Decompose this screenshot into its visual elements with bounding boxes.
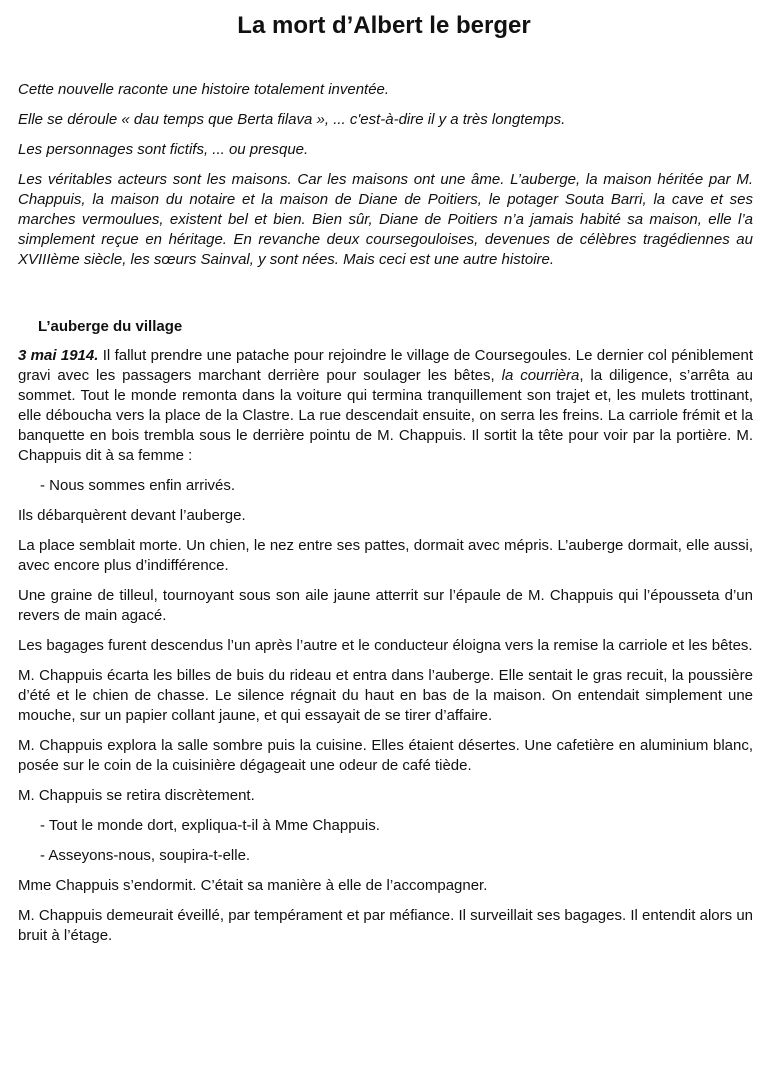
paragraph: Une graine de tilleul, tournoyant sous son aile jaune atterrit sur l’épaule de M. Chappuis qui l’épousseta d’un revers de main agacé. bbox=[18, 587, 753, 624]
paragraph-text: Il fallut prendre une patache pour rejoindre le village de Coursegoules. Le dernier col péniblement gravi avec les passagers marchant derrière pour soulager les bêtes, bbox=[18, 347, 754, 384]
dialog-line: - Nous sommes enfin arrivés. bbox=[40, 477, 236, 494]
paragraph: Mme Chappuis s’endormit. C’était sa manière à elle de l’accompagner. bbox=[18, 877, 488, 894]
paragraph: Les bagages furent descendus l’un après l’autre et le conducteur éloigna vers la remise la carriole et les bêtes. bbox=[18, 637, 753, 654]
paragraph: La place semblait morte. Un chien, le nez entre ses pattes, dormait avec mépris. L’auberge dormait, elle aussi, avec encore plus d’indifférence. bbox=[18, 537, 753, 574]
italic-term: la courrièra bbox=[501, 367, 580, 384]
paragraph: M. Chappuis se retira discrètement. bbox=[18, 787, 255, 804]
paragraph: Ils débarquèrent devant l’auberge. bbox=[18, 507, 246, 524]
paragraph: M. Chappuis demeurait éveillé, par tempérament et par méfiance. Il surveillait ses bagages. Il entendit alors un bruit à l’étage. bbox=[18, 907, 753, 944]
paragraph-text: , la diligence, s’arrêta au sommet. Tout le monde remonta dans la voiture qui termina tranquillement son trajet et, les mulets trottinant, elle déboucha vers la place de la Clastre. La rue descendait ensuite, on serra les freins. La carriole frémit et la banquette en bois trembla sous le derrière pointu de M. Chappuis. Il sortit la tête pour voir par la portière. M. Chappuis dit à sa femme : bbox=[18, 367, 754, 464]
intro-paragraph: Elle se déroule « dau temps que Berta filava », ... c'est-à-dire il y a très longtemps. bbox=[18, 111, 566, 128]
section-title: L’auberge du village bbox=[38, 318, 183, 335]
intro-paragraph: Les personnages sont fictifs, ... ou presque. bbox=[18, 141, 309, 158]
dialog-line: - Asseyons-nous, soupira-t-elle. bbox=[40, 847, 251, 864]
paragraph: M. Chappuis explora la salle sombre puis la cuisine. Elles étaient désertes. Une cafetière en aluminium blanc, posée sur le coin de la cuisinière dégageait une odeur de café tiède. bbox=[18, 737, 753, 774]
dialog-line: - Tout le monde dort, expliqua-t-il à Mme Chappuis. bbox=[40, 817, 380, 834]
paragraph: M. Chappuis écarta les billes de buis du rideau et entra dans l’auberge. Elle sentait le gras recuit, la poussière d’été et le chien de chasse. Le silence régnait du haut en bas de la maison. On entendait simplement une mouche, sur un papier collant jaune, et qui essayait de se tirer d’affaire. bbox=[18, 667, 753, 724]
intro-block bbox=[18, 80, 753, 270]
intro-paragraph: Cette nouvelle raconte une histoire totalement inventée. bbox=[18, 81, 390, 98]
document-title: La mort d’Albert le berger bbox=[237, 12, 531, 39]
document-body bbox=[18, 80, 753, 956]
paragraph bbox=[18, 346, 753, 466]
date-label: 3 mai 1914. bbox=[18, 347, 99, 364]
intro-paragraph: Les véritables acteurs sont les maisons. Car les maisons ont une âme. L’auberge, la maison héritée par M. Chappuis, la maison du notaire et la maison de Diane de Poitiers, le potager Souta Barri, la cave et ses marches vermoulues, existent bel et bien. Bien sûr, Diane de Poitiers n’a jamais habité sa maison, elle l’a simplement reçue en héritage. En revanche deux coursegouloises, devenues de célèbres tragédiennes au XVIIIème siècle, les sœurs Sainval, y sont nées. Mais ceci est une autre histoire. bbox=[18, 171, 753, 268]
